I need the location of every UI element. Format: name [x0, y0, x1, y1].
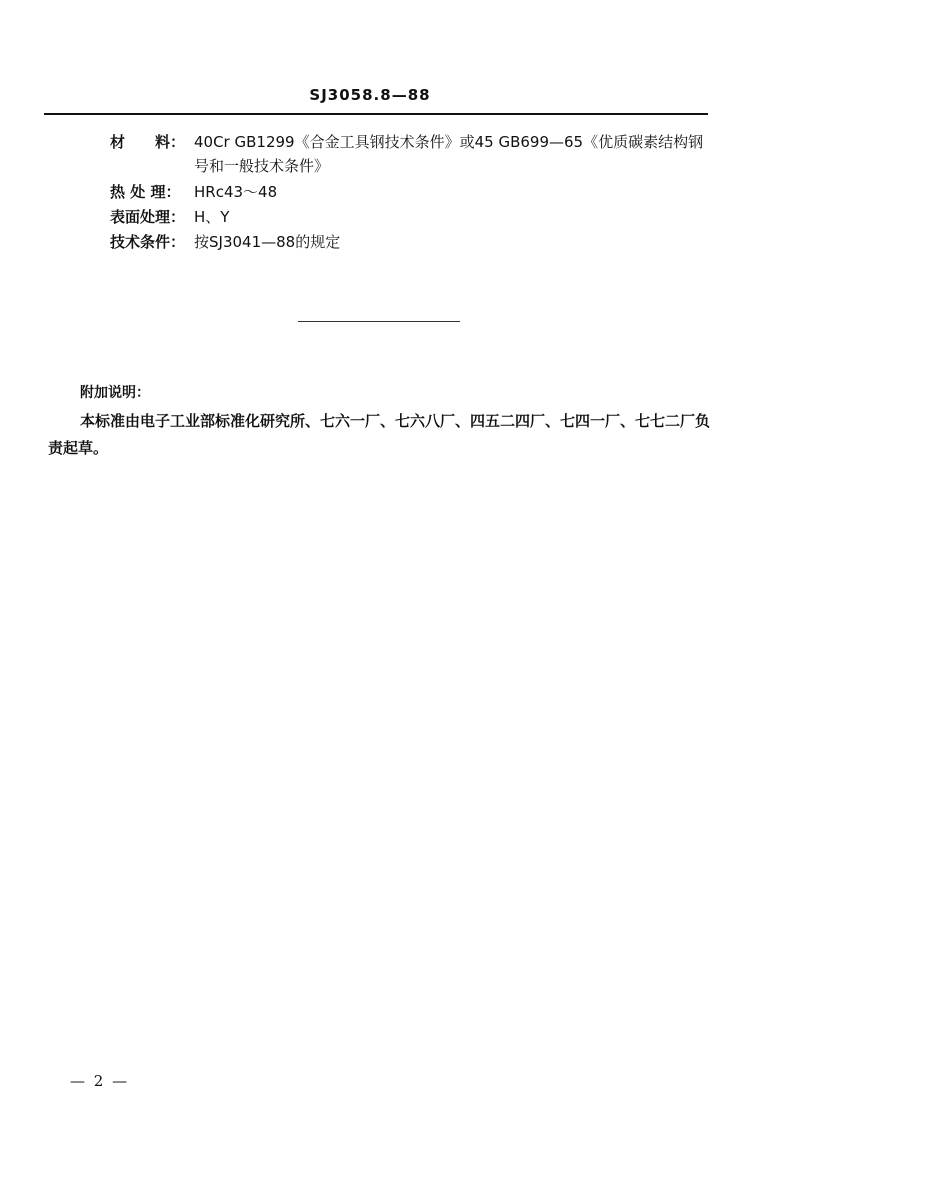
spec-value-heat-treatment: HRc43～48 — [194, 183, 278, 201]
spec-label-heat-treatment: 热 处 理： — [110, 183, 181, 201]
notes-body: 本标准由电子工业部标准化研究所、七六一厂、七六八厂、四五二四厂、七四一厂、七七二厂负责起草。 — [48, 412, 711, 457]
page-header: SJ3058.8—88 — [309, 86, 431, 104]
spec-row-heat-treatment — [110, 180, 714, 204]
spec-value-material: 40Cr GB1299《合金工具钢技术条件》或45 GB699—65《优质碳素结构钢号和一般技术条件》 — [194, 133, 704, 175]
header-rule — [44, 113, 708, 115]
spec-label-surface-treatment: 表面处理： — [110, 208, 186, 226]
page-number: — 2 — — [70, 1072, 130, 1090]
spec-row-material — [110, 130, 714, 178]
notes-title: 附加说明： — [80, 385, 150, 401]
spec-row-surface-treatment — [110, 205, 714, 229]
spec-label-material: 材 料： — [110, 133, 186, 151]
spec-value-technical-conditions: 按SJ3041—88的规定 — [194, 233, 341, 251]
spec-label-technical-conditions: 技术条件： — [110, 233, 186, 251]
spec-row-technical-conditions — [110, 230, 714, 254]
section-divider — [298, 321, 460, 322]
spec-value-surface-treatment: H、Y — [194, 208, 230, 226]
